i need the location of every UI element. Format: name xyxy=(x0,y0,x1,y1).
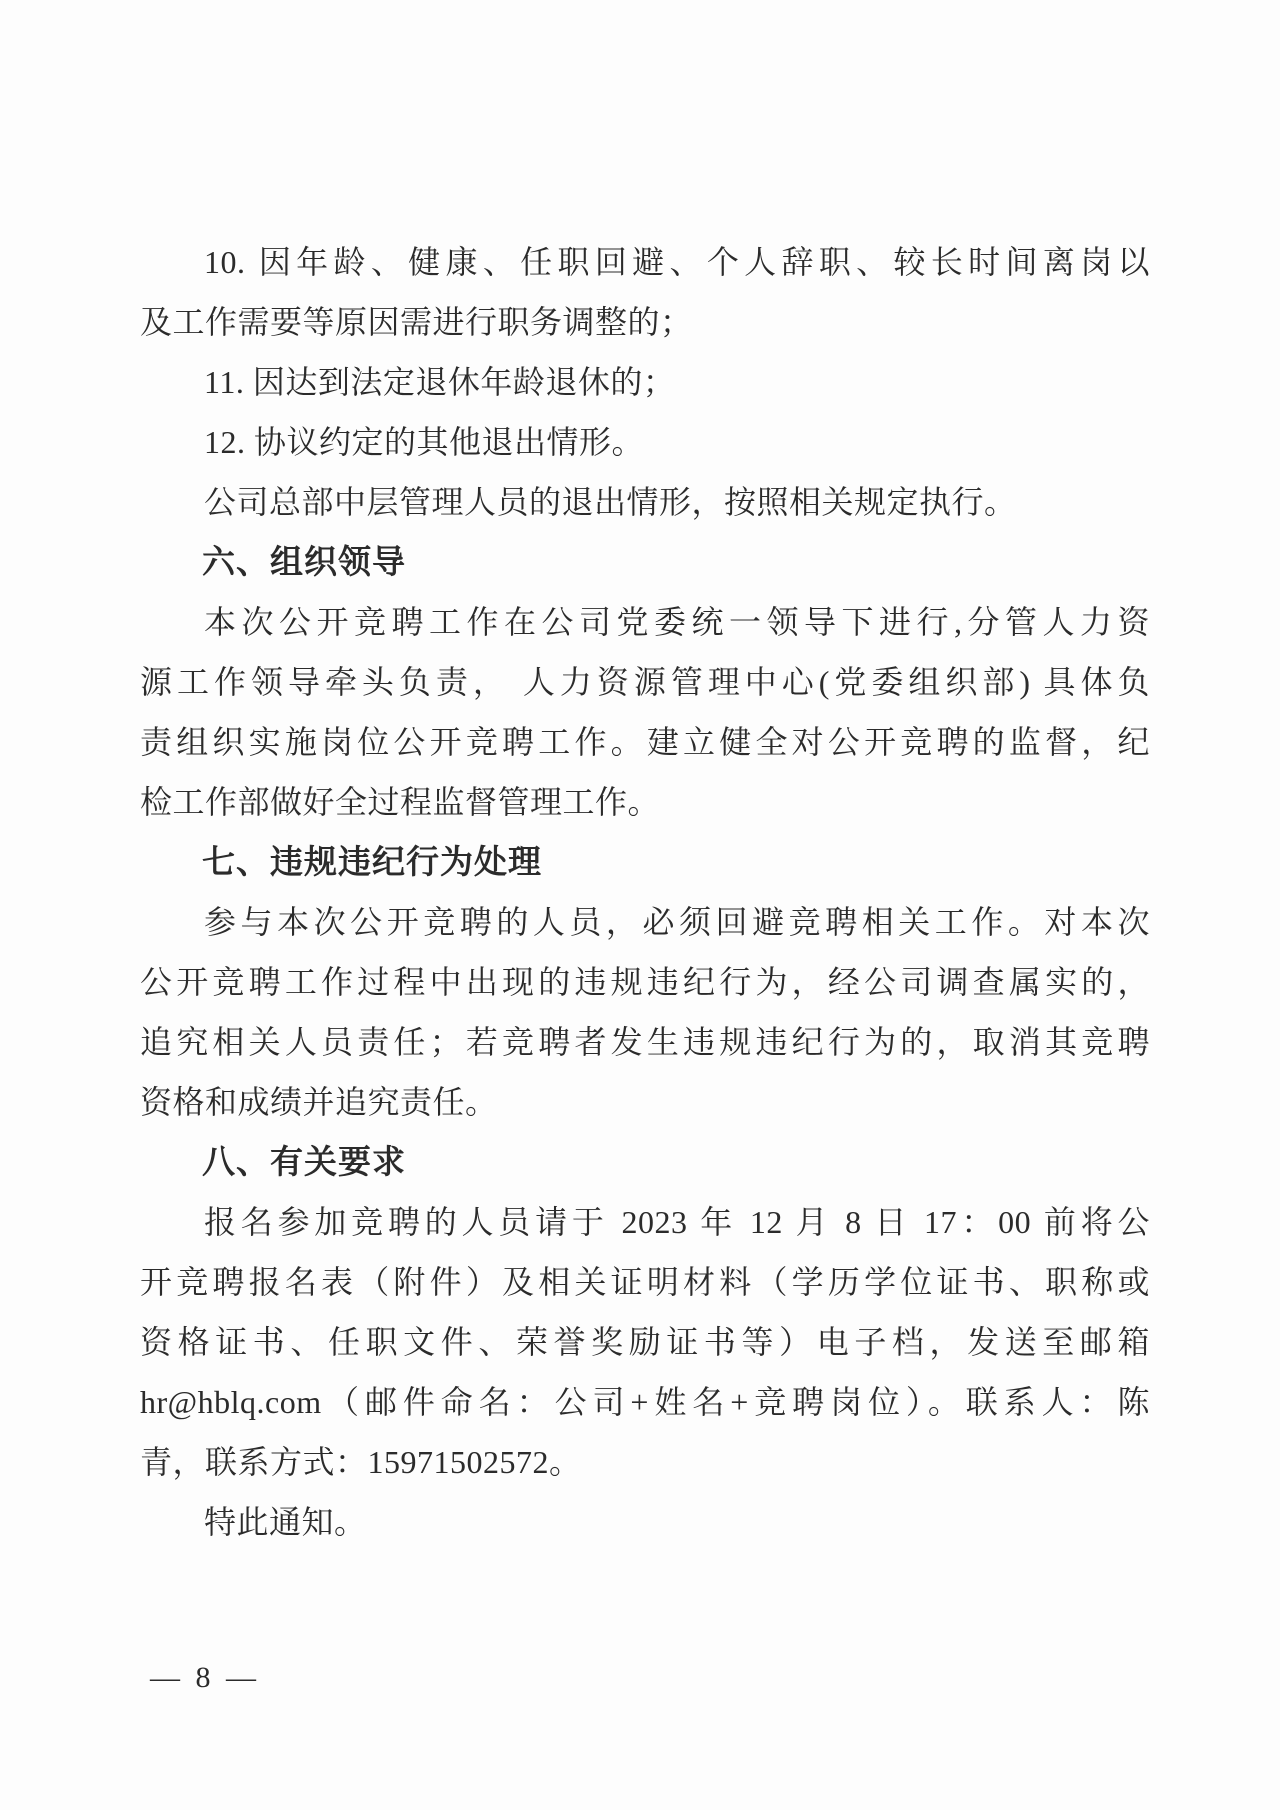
section-heading-violation-handling: 七、违规违纪行为处理 xyxy=(202,843,542,880)
doc-line-item-10: 10. 因年龄、健康、任职回避、个人辞职、较长时间离岗以 xyxy=(204,244,1150,280)
doc-line-requirements-3: 资格证书、任职文件、荣誉奖励证书等）电子档，发送至邮箱 xyxy=(140,1324,1150,1360)
doc-line-requirements-1: 报名参加竞聘的人员请于 2023 年 12 月 8 日 17：00 前将公 xyxy=(204,1204,1150,1240)
doc-line-org-2: 源工作领导牵头负责， 人力资源管理中心(党委组织部) 具体负 xyxy=(140,664,1150,700)
page-number: — 8 — xyxy=(150,1661,260,1694)
doc-line-hq-note: 公司总部中层管理人员的退出情形，按照相关规定执行。 xyxy=(204,484,1017,520)
document-body xyxy=(140,232,1150,1552)
doc-line-item-10-cont: 及工作需要等原因需进行职务调整的； xyxy=(140,304,693,340)
doc-line-violation-3: 追究相关人员责任；若竞聘者发生违规违纪行为的，取消其竞聘 xyxy=(140,1024,1150,1060)
doc-line-requirements-email: hr@hblq.com（邮件命名：公司+姓名+竞聘岗位）。联系人：陈 xyxy=(140,1384,1150,1420)
doc-line-closing-notice: 特此通知。 xyxy=(204,1504,367,1540)
doc-line-item-11: 11. 因达到法定退休年龄退休的； xyxy=(204,364,676,400)
doc-line-requirements-2: 开竞聘报名表（附件）及相关证明材料（学历学位证书、职称或 xyxy=(140,1264,1150,1300)
doc-line-requirements-phone: 青，联系方式：15971502572。 xyxy=(140,1444,582,1480)
doc-line-org-4: 检工作部做好全过程监督管理工作。 xyxy=(140,784,661,820)
doc-line-org-1: 本次公开竞聘工作在公司党委统一领导下进行,分管人力资 xyxy=(204,604,1150,640)
doc-line-org-3: 责组织实施岗位公开竞聘工作。建立健全对公开竞聘的监督，纪 xyxy=(140,724,1150,760)
doc-line-item-12: 12. 协议约定的其他退出情形。 xyxy=(204,424,645,460)
doc-line-violation-2: 公开竞聘工作过程中出现的违规违纪行为，经公司调查属实的， xyxy=(140,964,1150,1000)
section-heading-requirements: 八、有关要求 xyxy=(202,1143,406,1180)
doc-line-violation-1: 参与本次公开竞聘的人员，必须回避竞聘相关工作。对本次 xyxy=(204,904,1150,940)
doc-line-violation-4: 资格和成绩并追究责任。 xyxy=(140,1084,498,1120)
section-heading-organization-leadership: 六、组织领导 xyxy=(202,543,406,580)
